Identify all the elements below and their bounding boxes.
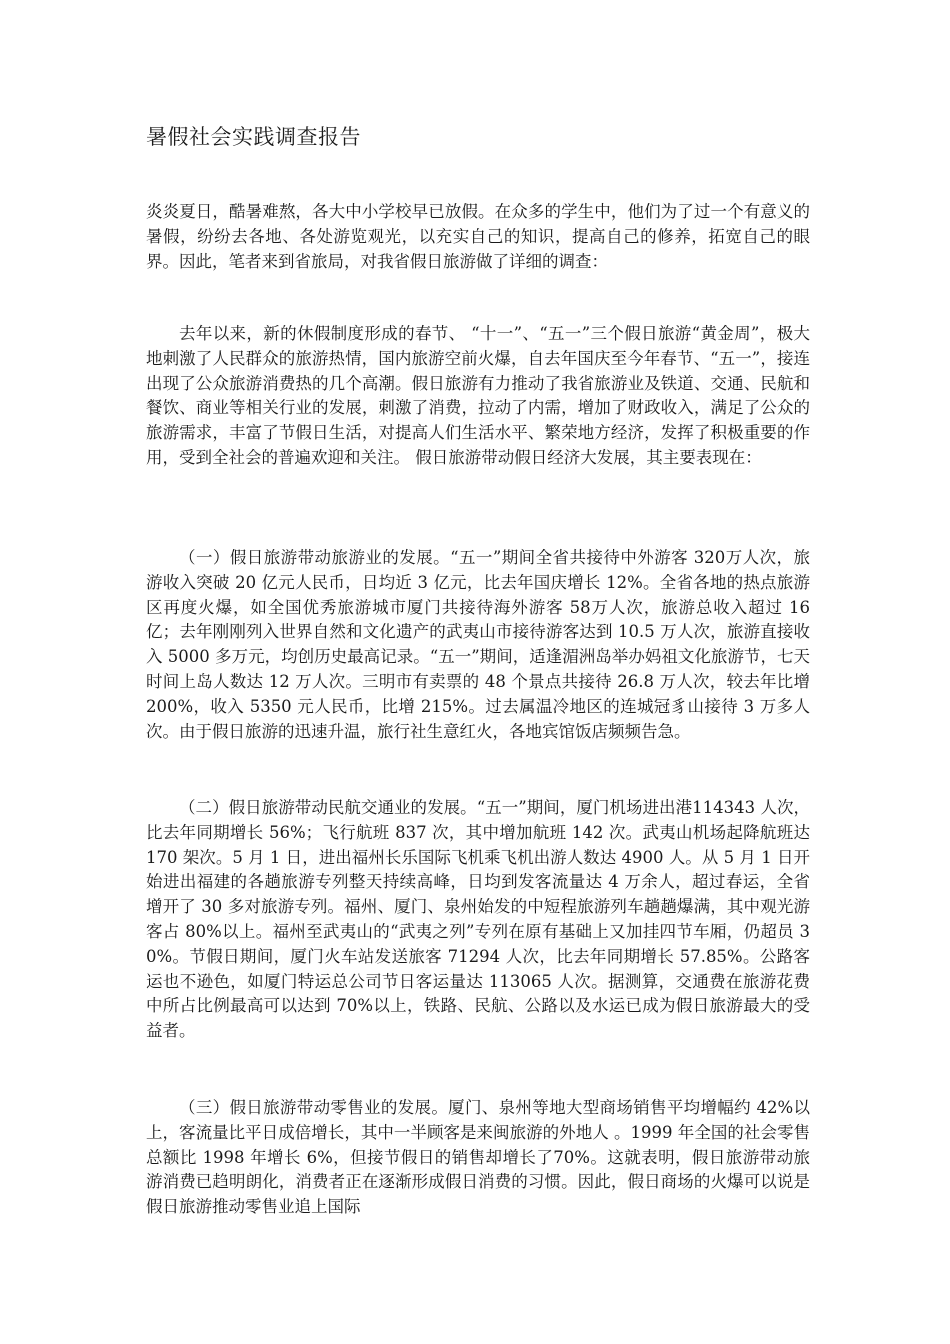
paragraph-background: 去年以来，新的休假制度形成的春节、 “十一”、“五一”三个假日旅游“黄金周”，极大地刺激了人民群众的旅游热情，国内旅游空前火爆，自去年国庆至今年春节、“五一”，接连出现了公众旅游消费热的几个高潮。假日旅游有力推动了我省旅游业及铁道、交通、民航和餐饮、商业等相关行业的发展，刺激了消费，拉动了内需，增加了财政收入，满足了公众的旅游需求，丰富了节假日生活，对提高人们生活水平、繁荣地方经济，发挥了积极重要的作用，受到全社会的普遍欢迎和关注。 假日旅游带动假日经济大发展，其主要表现在： — [146, 324, 810, 467]
paragraph-section-2: （二）假日旅游带动民航交通业的发展。“五一”期间，厦门机场进出港114343 人次，比去年同期增长 56%；飞行航班 837 次，其中增加航班 142 次。武夷山机场起降航班达 170 架次。5 月 1 日，进出福州长乐国际飞机乘飞机出游人数达 4900 人。从 5 月 1 日开始进出福建的各趟旅游专列整天持续高峰，日均到发客流量达 4 万余人，超过春运，全省增开了 30 多对旅游专列。福州、厦门、泉州始发的中短程旅游列车趟趟爆满，其中观光游客占 80%以上。福州至武夷山的“武夷之列”专列在原有基础上又加挂四节车厢，仍超员 30%。节假日期间，厦门火车站发送旅客 71294 人次，比去年同期增长 57.85%。公路客运也不逊色，如厦门特运总公司节日客运量达 113065 人次。据测算，交通费在旅游花费中所占比例最高可以达到 70%以上，铁路、民航、公路以及水运已成为假日旅游最大的受益者。 — [146, 798, 810, 1041]
document-title: 暑假社会实践调查报告 — [146, 125, 361, 149]
paragraph-section-1: （一）假日旅游带动旅游业的发展。“五一”期间全省共接待中外游客 320万人次，旅游收入突破 20 亿元人民币，日均近 3 亿元，比去年国庆增长 12%。全省各地的热点旅游区再度火爆，如全国优秀旅游城市厦门共接待海外游客 58万人次，旅游总收入超过 16 亿；去年刚刚列入世界自然和文化遗产的武夷山市接待游客达到 10.5 万人次，旅游直接收入 5000 多万元，均创历史最高记录。“五一”期间，适逢湄洲岛举办妈祖文化旅游节，七天时间上岛人数达 12 万人次。三明市有卖票的 48 个景点共接待 26.8 万人次，较去年比增 200%，收入 5350 元人民币，比增 215%。过去属温冷地区的连城冠豸山接待 3 万多人次。由于假日旅游的迅速升温，旅行社生意红火，各地宾馆饭店频频告急。 — [146, 548, 810, 741]
paragraph-intro: 炎炎夏日，酷暑难熬，各大中小学校早已放假。在众多的学生中，他们为了过一个有意义的暑假，纷纷去各地、各处游览观光，以充实自己的知识，提高自己的修养，拓宽自己的眼界。因此，笔者来到省旅局，对我省假日旅游做了详细的调查： — [146, 202, 810, 271]
paragraph-section-3: （三）假日旅游带动零售业的发展。厦门、泉州等地大型商场销售平均增幅约 42%以上，客流量比平日成倍增长，其中一半顾客是来闽旅游的外地人 。1999 年全国的社会零售总额比 1998 年增长 6%，但接节假日的销售却增长了70%。这就表明，假日旅游带动旅游消费已趋明朗化，消费者正在逐渐形成假日消费的习惯。因此，假日商场的火爆可以说是假日旅游推动零售业追上国际 — [146, 1098, 810, 1217]
